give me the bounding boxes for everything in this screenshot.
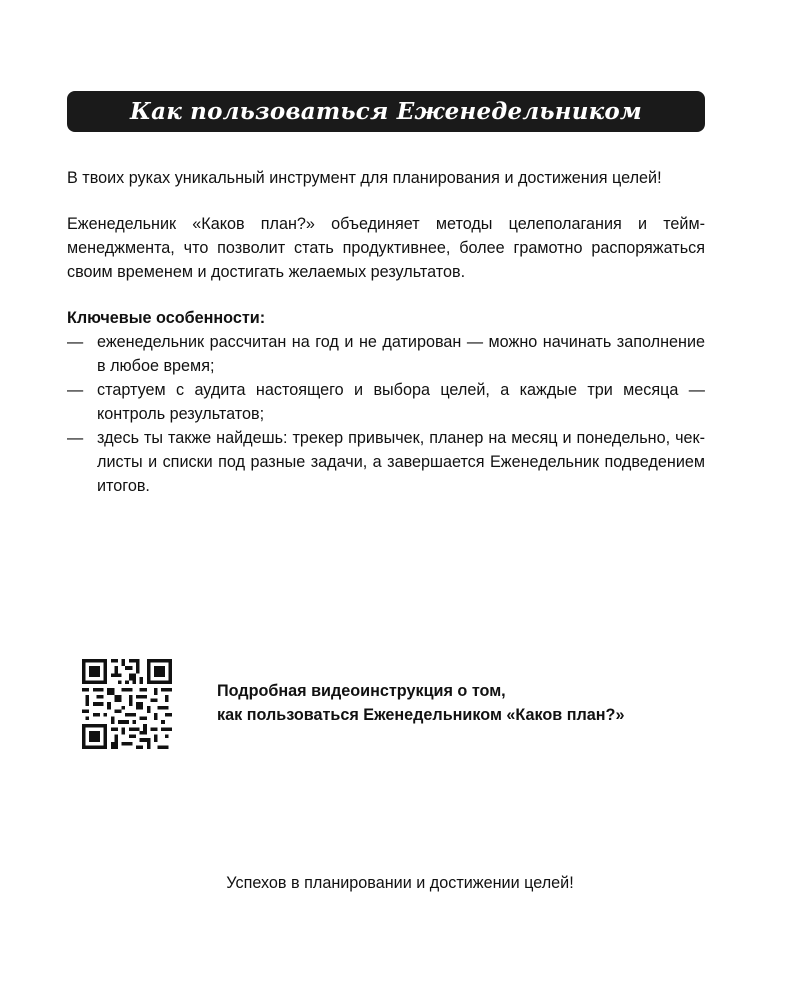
features-heading: Ключевые особенности: [67, 309, 266, 327]
feature-item [67, 330, 705, 378]
closing-message: Успехов в планировании и достижении целей! [226, 874, 574, 892]
list-dash: — [67, 333, 84, 351]
feature-text: стартуем с аудита настоящего и выбора целей, а каждые три месяца — контроль результатов; [97, 381, 705, 423]
intro-paragraph-2: Еженедельник «Каков план?» объединяет методы целеполагания и тейм-менеджмента, что позволит стать продуктивнее, более грамотно распоряжаться своим временем и достигать желаемых результатов. [67, 215, 705, 281]
list-dash: — [67, 381, 84, 399]
list-dash: — [67, 429, 84, 447]
feature-text: еженедельник рассчитан на год и не датирован — можно начинать заполнение в любое время; [97, 333, 705, 375]
feature-item [67, 426, 705, 498]
feature-text: здесь ты также найдешь: трекер привычек, планер на месяц и понедельно, чек-листы и списки под разные задачи, а завершается Еженедельник подведением итогов. [97, 429, 705, 495]
video-caption-line-1: Подробная видеоинструкция о том, [217, 682, 506, 700]
main-content [67, 166, 705, 498]
features-list [67, 330, 705, 498]
feature-item [67, 378, 705, 426]
video-instruction-caption [217, 679, 717, 727]
qr-code-icon[interactable] [80, 659, 174, 749]
intro-paragraph-1: В твоих руках уникальный инструмент для планирования и достижения целей! [67, 169, 662, 187]
title-banner [67, 91, 705, 132]
page-title: Как пользоваться Еженедельником [129, 98, 642, 125]
video-caption-line-2: как пользоваться Еженедельником «Каков план?» [217, 706, 625, 724]
